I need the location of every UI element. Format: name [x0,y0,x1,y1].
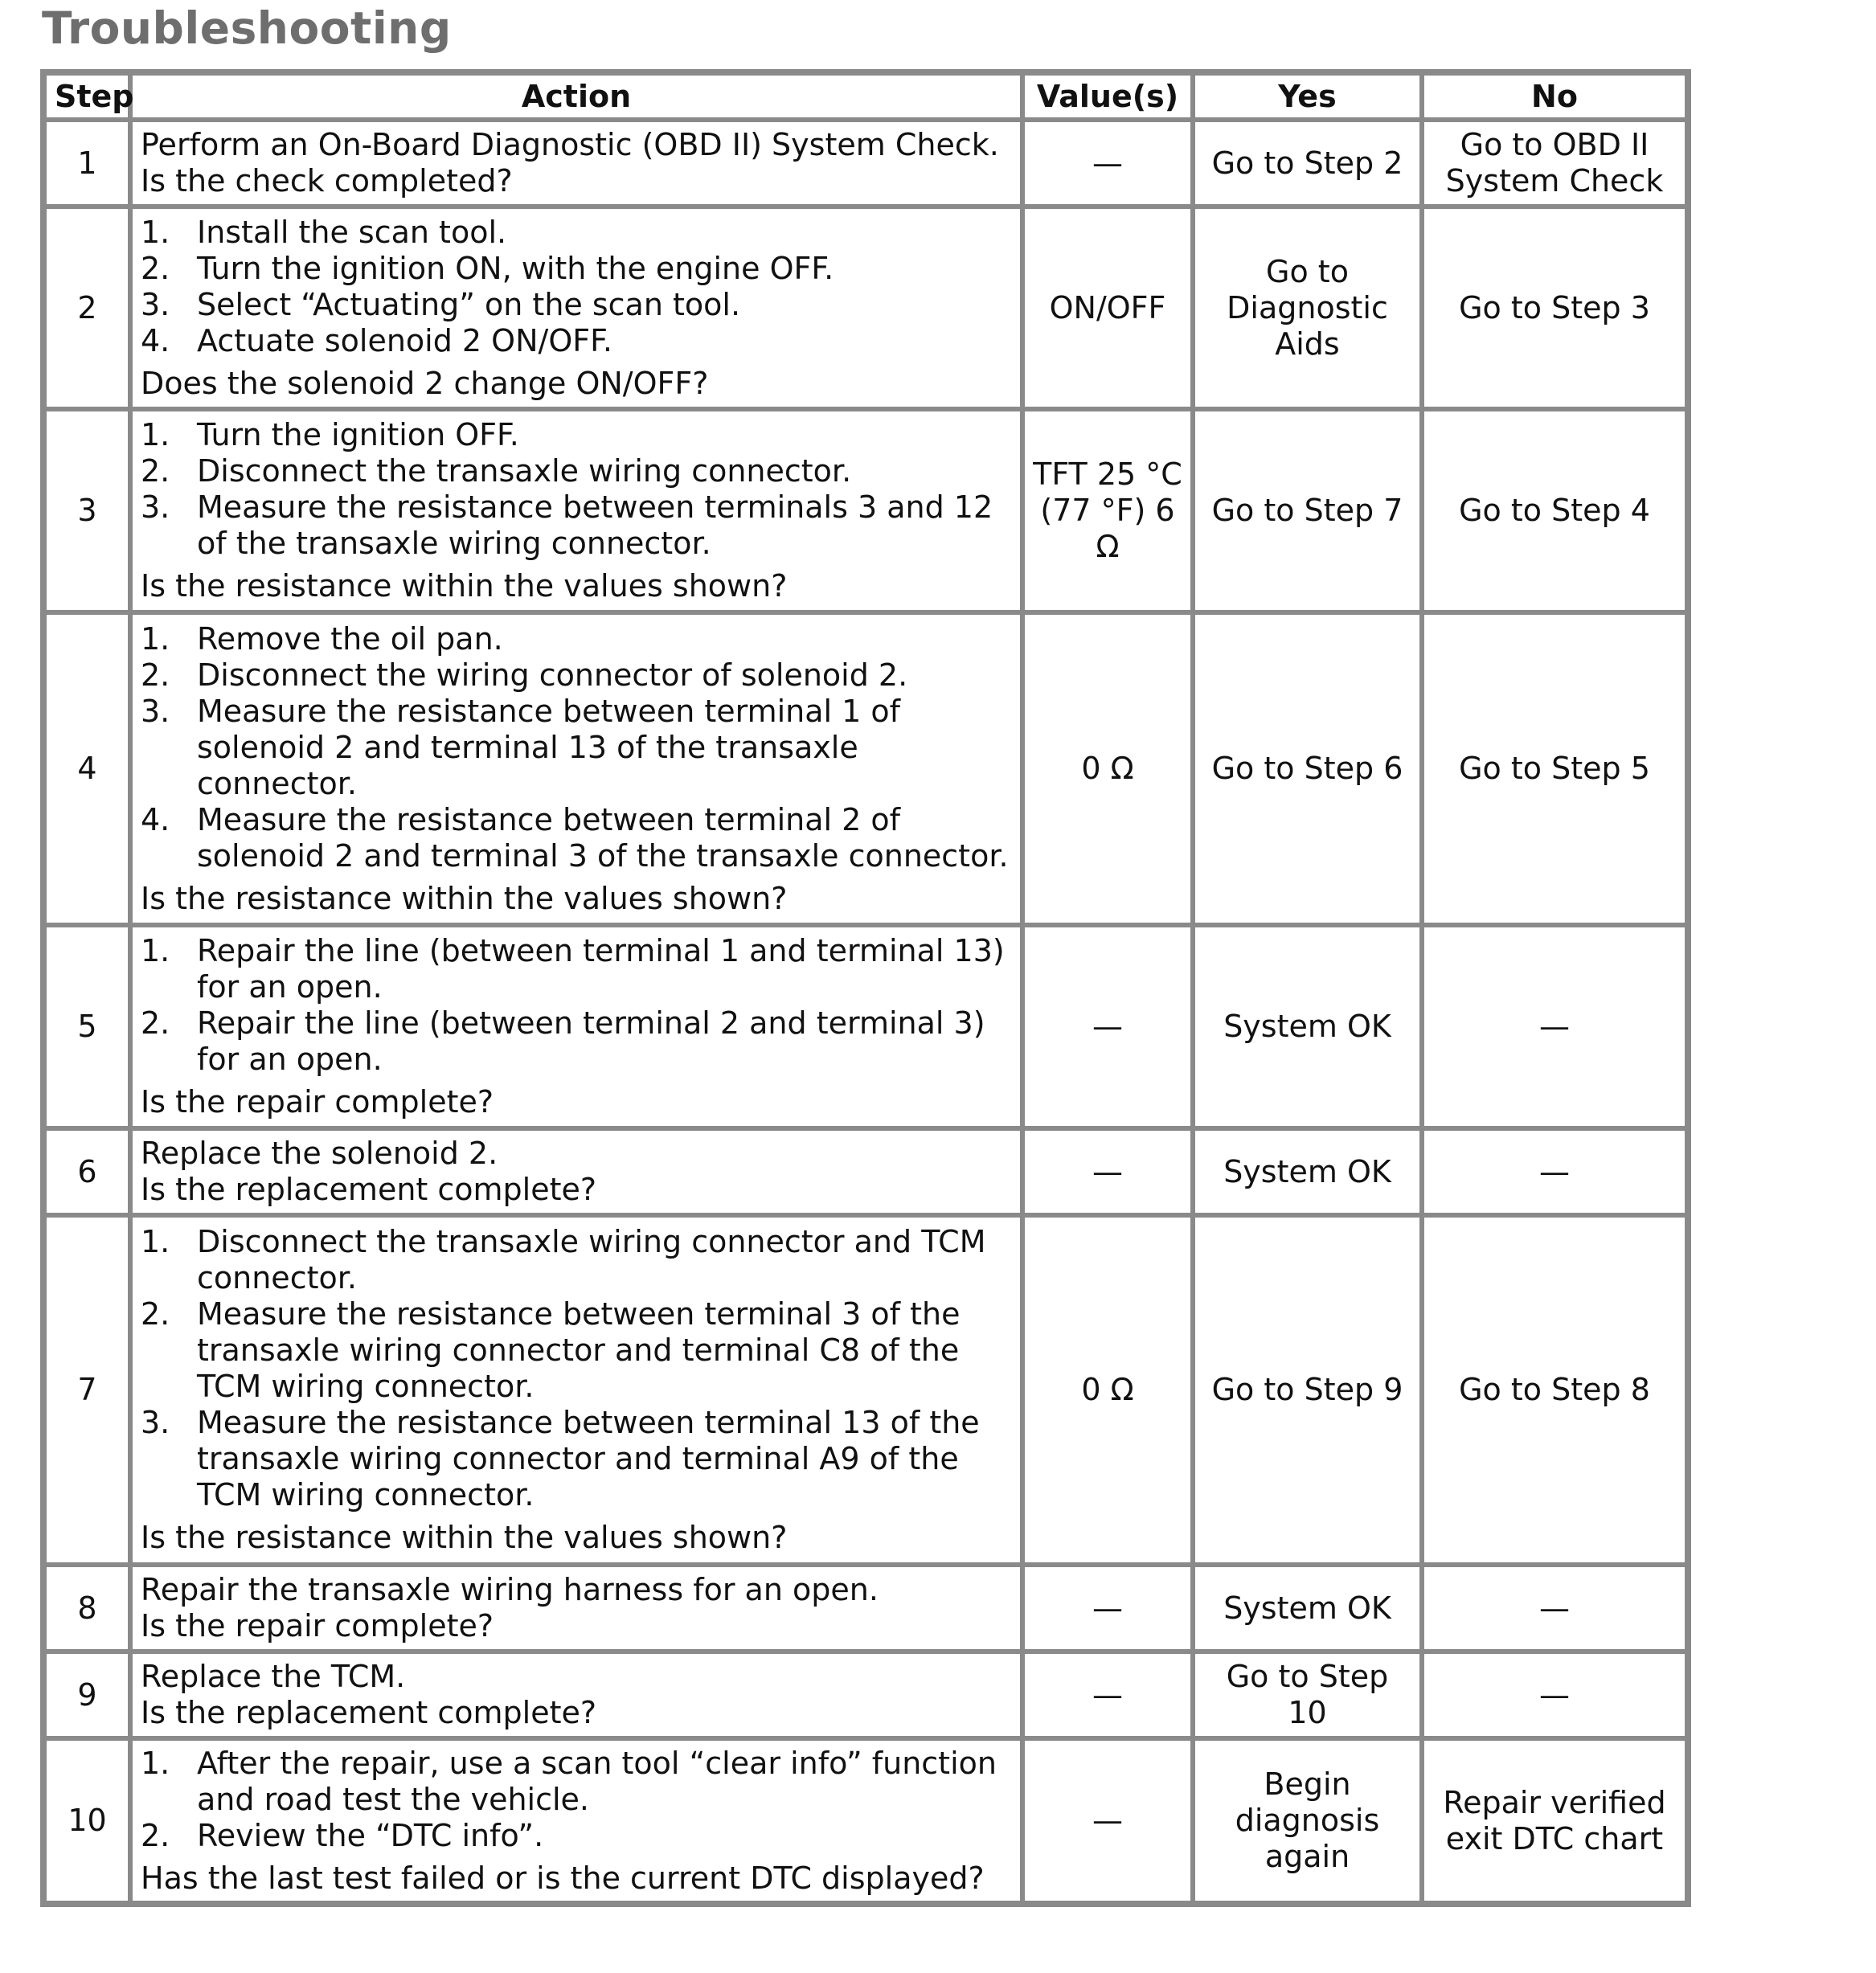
action-steps [141,417,1012,562]
no-cell: Go to Step 8 [1422,1215,1688,1565]
action-step: 2. Disconnect the wiring connector of solenoid 2. [141,657,908,693]
value-cell: — [1022,1738,1193,1904]
action-line: Repair the transaxle wiring harness for an open. [141,1572,879,1607]
action-step: 3. Measure the resistance between terminals 3 and 12 of the transaxle wiring connector. [141,489,993,561]
value-cell: ON/OFF [1022,207,1193,409]
action-step: 1. Install the scan tool. [141,214,507,250]
yes-cell: Go to Diagnostic Aids [1193,207,1422,409]
troubleshooting-table [40,69,1691,1907]
action-cell [130,612,1022,925]
header-action: Action [130,72,1022,120]
action-question: Is the resistance within the values shown? [141,568,788,604]
table-row [43,1652,1688,1738]
value-cell: 0 Ω [1022,612,1193,925]
yes-cell: Go to Step 10 [1193,1652,1422,1738]
table-row [43,1128,1688,1215]
action-step: 3. Measure the resistance between terminal 1 of solenoid 2 and terminal 13 of the transaxle connector. [141,693,901,801]
table-row [43,925,1688,1128]
action-step: 1. Remove the oil pan. [141,620,503,657]
action-step: 4. Actuate solenoid 2 ON/OFF. [141,322,612,358]
action-step: 1. Disconnect the transaxle wiring connector and TCM connector. [141,1224,986,1296]
action-line: Perform an On-Board Diagnostic (OBD II) System Check. [141,127,999,162]
action-step: 2. Review the “DTC info”. [141,1817,544,1853]
yes-cell: System OK [1193,925,1422,1128]
action-cell [130,1738,1022,1904]
yes-cell: Go to Step 9 [1193,1215,1422,1565]
action-step: 2. Repair the line (between terminal 2 and terminal 3) for an open. [141,1005,985,1077]
table-row [43,1215,1688,1565]
action-steps [141,1224,1012,1513]
table-header-row [43,72,1688,120]
action-steps [141,621,1012,874]
yes-cell: Go to Step 6 [1193,612,1422,925]
action-step: 3. Select “Actuating” on the scan tool. [141,286,741,322]
action-question: Is the resistance within the values shown? [141,1520,788,1555]
value-cell: — [1022,1128,1193,1215]
yes-cell: System OK [1193,1565,1422,1652]
step-number: 5 [43,925,130,1128]
header-values: Value(s) [1022,72,1193,120]
action-question: Is the repair complete? [141,1608,494,1643]
yes-cell: Go to Step 7 [1193,409,1422,612]
step-number: 4 [43,612,130,925]
table-row [43,120,1688,207]
no-cell: Go to Step 3 [1422,207,1688,409]
action-cell [130,207,1022,409]
step-number: 8 [43,1565,130,1652]
yes-cell: System OK [1193,1128,1422,1215]
no-cell-text: Go to OBD II System Check [1445,127,1664,199]
header-step: Step [43,72,130,120]
no-cell: — [1422,1565,1688,1652]
no-cell: — [1422,925,1688,1128]
step-number: 9 [43,1652,130,1738]
header-no: No [1422,72,1688,120]
no-cell: Go to Step 5 [1422,612,1688,925]
step-number: 3 [43,409,130,612]
action-question: Is the repair complete? [141,1084,494,1120]
step-number: 10 [43,1738,130,1904]
action-step: 2. Measure the resistance between terminal 3 of the transaxle wiring connector and terminal C8 of the TCM wiring connector. [141,1296,961,1404]
action-step: 1. Repair the line (between terminal 1 and terminal 13) for an open. [141,933,1005,1005]
action-steps [141,215,1012,359]
step-number: 7 [43,1215,130,1565]
action-line: Replace the solenoid 2. [141,1136,498,1171]
action-question: Is the resistance within the values shown? [141,880,788,916]
action-question: Is the check completed? [141,163,513,199]
no-cell [1422,120,1688,207]
action-step: 2. Turn the ignition ON, with the engine OFF. [141,250,834,286]
step-number: 2 [43,207,130,409]
table-row [43,1738,1688,1904]
action-step: 1. Turn the ignition OFF. [141,417,519,452]
step-number: 1 [43,120,130,207]
action-steps [141,1746,1012,1854]
header-yes: Yes [1193,72,1422,120]
value-cell: — [1022,120,1193,207]
action-question: Has the last test failed or is the current DTC displayed? [141,1860,985,1896]
action-cell [130,409,1022,612]
action-question: Does the solenoid 2 change ON/OFF? [141,365,709,401]
yes-cell: Go to Step 2 [1193,120,1422,207]
action-steps [141,933,1012,1078]
table-row [43,207,1688,409]
action-step: 2. Disconnect the transaxle wiring connector. [141,453,852,489]
action-step: 4. Measure the resistance between terminal 2 of solenoid 2 and terminal 3 of the transaxle connector. [141,801,1009,874]
table-row [43,1565,1688,1652]
value-cell: — [1022,1565,1193,1652]
value-cell: — [1022,1652,1193,1738]
table-body [43,120,1688,1904]
action-cell [130,925,1022,1128]
action-cell [130,1565,1022,1652]
action-step: 1. After the repair, use a scan tool “clear info” function and road test the vehicle. [141,1745,997,1817]
action-question: Is the replacement complete? [141,1172,597,1207]
action-cell [130,120,1022,207]
yes-cell: Begin diagnosis again [1193,1738,1422,1904]
action-cell [130,1652,1022,1738]
table-row [43,409,1688,612]
step-number: 6 [43,1128,130,1215]
table-row [43,612,1688,925]
no-cell: Repair verified exit DTC chart [1422,1738,1688,1904]
action-cell [130,1128,1022,1215]
action-line: Replace the TCM. [141,1659,406,1694]
no-cell: Go to Step 4 [1422,409,1688,612]
value-cell: — [1022,925,1193,1128]
action-cell [130,1215,1022,1565]
action-question: Is the replacement complete? [141,1695,597,1730]
no-cell: — [1422,1128,1688,1215]
value-cell: TFT 25 °C (77 °F) 6 Ω [1022,409,1193,612]
value-cell: 0 Ω [1022,1215,1193,1565]
no-cell: — [1422,1652,1688,1738]
page-title: Troubleshooting [42,2,452,54]
action-step: 3. Measure the resistance between terminal 13 of the transaxle wiring connector and terminal A9 of the TCM wiring connector. [141,1405,980,1512]
